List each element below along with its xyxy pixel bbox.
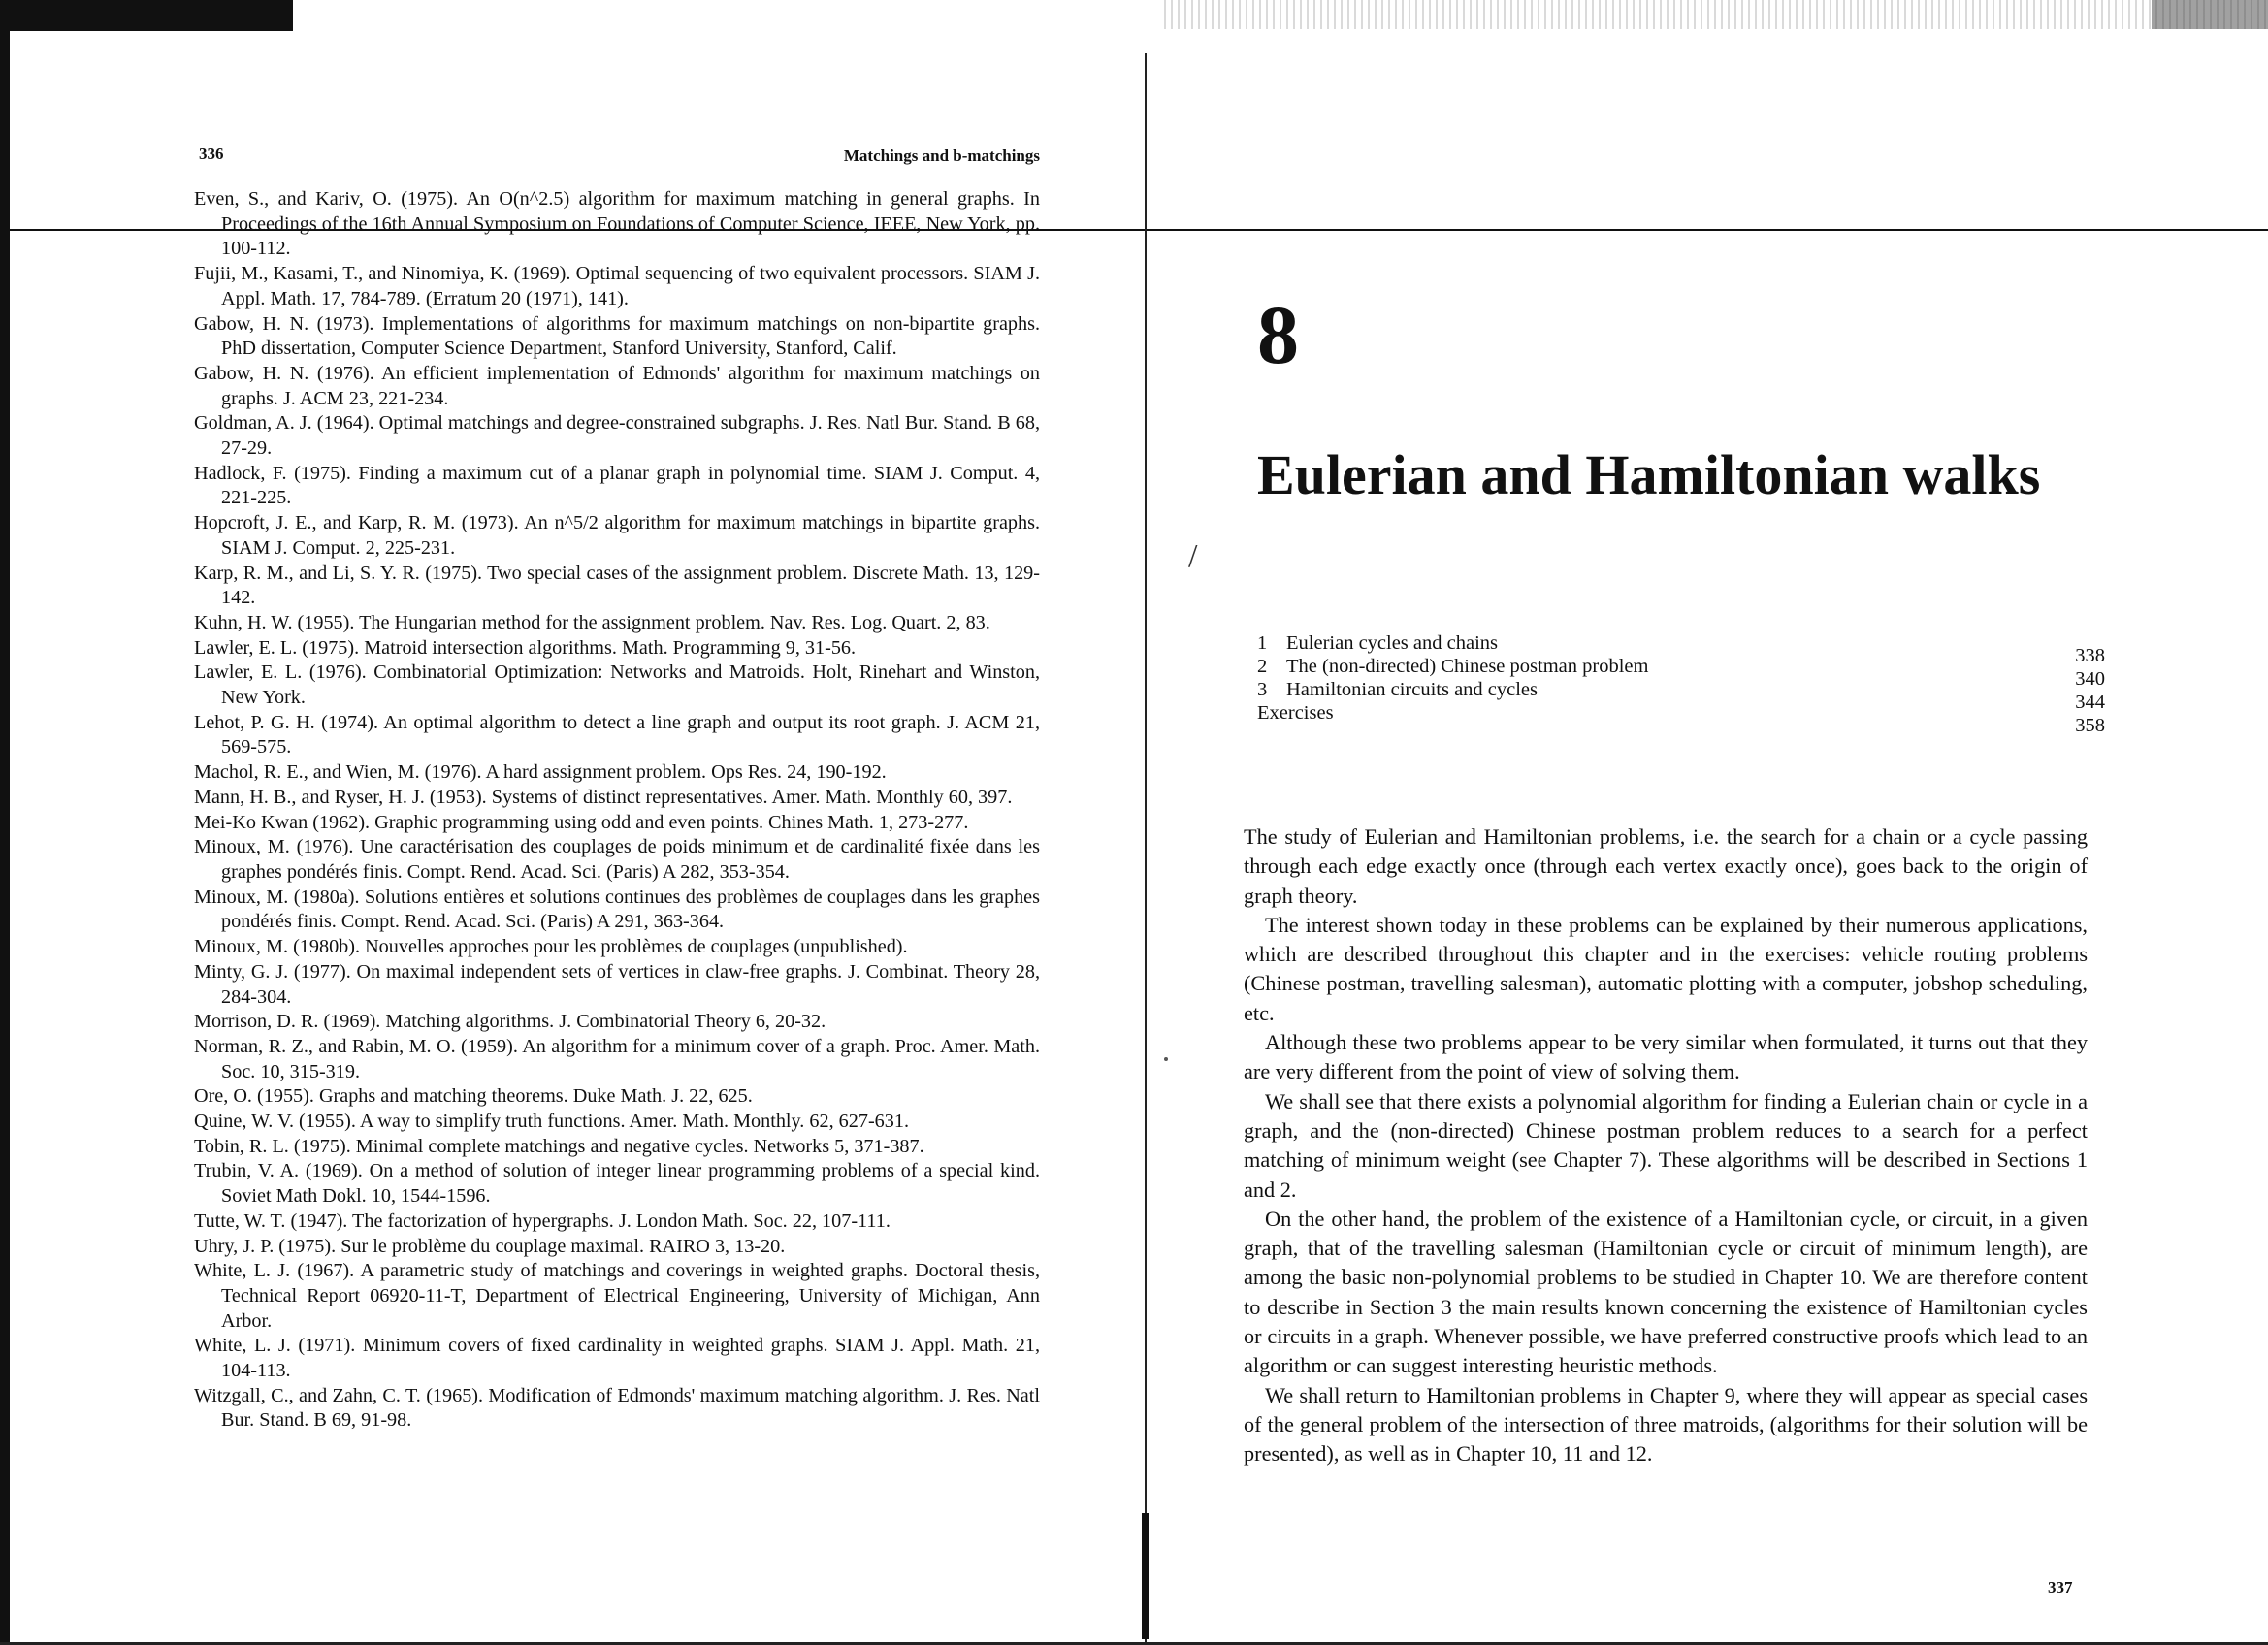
chapter-body <box>1244 822 2088 1469</box>
toc-section-title: The (non-directed) Chinese postman problem <box>1286 656 1649 677</box>
reference-entry: Lawler, E. L. (1975). Matroid intersection algorithms. Math. Programming 9, 31-56. <box>194 636 857 659</box>
reference-entry: Mann, H. B., and Ryser, H. J. (1953). Systems of distinct representatives. Amer. Math. Monthly 60, 397. <box>194 786 1013 808</box>
body-paragraph: Although these two problems appear to be very similar when formulated, it turns out that they are very different from the point of view of solving them. <box>1244 1030 2088 1084</box>
reference-entry: White, L. J. (1971). Minimum covers of fixed cardinality in weighted graphs. SIAM J. Appl. Math. 21, 104-113. <box>194 1335 1040 1382</box>
reference-entry: Minoux, M. (1980a). Solutions entières et solutions continues des problèmes de couplages dans les graphes pondérés finis. Compt. Rend. Acad. Sci. (Paris) A 291, 363-364. <box>194 886 1040 933</box>
reference-entry: Minoux, M. (1980b). Nouvelles approches pour les problèmes de couplages (unpublished). <box>194 936 908 958</box>
toc-page-number: 344 <box>2075 692 2105 713</box>
body-paragraph: On the other hand, the problem of the existence of a Hamiltonian cycle, or circuit, in a given graph, that of the travelling salesman (Hamiltonian cycle or circuit of minimum length), are among the basic non-polynomial problems to be studied in Chapter 10. We are therefore content to describe in Section 3 the main results known concerning the existence of Hamiltonian cycles or circuits in a graph. Whenever possible, we have preferred constructive proofs which lead to an algorithm or can suggest interesting heuristic methods. <box>1244 1206 2088 1378</box>
scan-border-left <box>0 29 10 1645</box>
toc-page-number: 358 <box>2075 715 2105 736</box>
reference-entry: Witzgall, C., and Zahn, C. T. (1965). Modification of Edmonds' maximum matching algorithm. J. Res. Natl Bur. Stand. B 69, 91-98. <box>194 1384 1040 1432</box>
reference-entry: Lawler, E. L. (1976). Combinatorial Optimization: Networks and Matroids. Holt, Rinehart and Winston, New York. <box>194 661 1040 709</box>
reference-list <box>194 187 1040 1434</box>
toc-section-number: 1 <box>1257 632 1268 654</box>
pencil-mark: / <box>1188 538 1198 574</box>
chapter-contents <box>1253 631 2105 736</box>
reference-entry: Mei-Ko Kwan (1962). Graphic programming using odd and even points. Chines Math. 1, 273-277. <box>194 811 969 833</box>
chapter-number: 8 <box>1257 288 1299 381</box>
reference-entry: Machol, R. E., and Wien, M. (1976). A hard assignment problem. Ops Res. 24, 190-192. <box>194 761 887 784</box>
reference-entry: Goldman, A. J. (1964). Optimal matchings and degree-constrained subgraphs. J. Res. Natl Bur. Stand. B 68, 27-29. <box>194 412 1040 460</box>
running-head <box>194 136 1040 175</box>
reference-entry: Minty, G. J. (1977). On maximal independent sets of vertices in claw-free graphs. J. Combinat. Theory 28, 284-304. <box>194 960 1040 1008</box>
page-number-right: 337 <box>2048 1578 2073 1597</box>
toc-section-title: Exercises <box>1257 702 1334 724</box>
reference-entry: Tutte, W. T. (1947). The factorization of hypergraphs. J. London Math. Soc. 22, 107-111. <box>194 1210 891 1232</box>
body-paragraph: The study of Eulerian and Hamiltonian problems, i.e. the search for a chain or a cycle passing through each edge exactly once (through each vertex exactly once), goes back to the origin of graph theory. <box>1244 824 2088 908</box>
reference-entry: White, L. J. (1967). A parametric study of matchings and coverings in weighted graphs. Doctoral thesis, Technical Report 06920-11-T, Department of Electrical Engineering, University of Michigan, Ann Arbor. <box>194 1260 1040 1332</box>
reference-entry: Gabow, H. N. (1973). Implementations of algorithms for maximum matchings on non-bipartite graphs. PhD dissertation, Computer Science Department, Stanford University, Stanford, Calif. <box>194 312 1040 360</box>
body-paragraph: We shall return to Hamiltonian problems in Chapter 9, where they will appear as special cases of the general problem of the intersection of three matroids, (algorithms for their solution will be presented), as well as in Chapter 10, 11 and 12. <box>1244 1382 2088 1467</box>
body-paragraph: The interest shown today in these problems can be explained by their numerous applications, which are described throughout this chapter and in the exercises: vehicle routing problems (Chinese postman, travelling salesman), automatic plotting with a computer, jobshop scheduling, etc. <box>1244 912 2088 1025</box>
chapter-title: Eulerian and Hamiltonian walks <box>1257 443 2041 506</box>
scan-corner-shadow <box>2152 0 2268 29</box>
toc-section-title: Hamiltonian circuits and cycles <box>1286 679 1539 700</box>
toc-page-number: 340 <box>2075 668 2105 690</box>
reference-entry: Minoux, M. (1976). Une caractérisation des couplages de poids minimum et de cardinalité fixée dans les graphes pondérés finis. Compt. Rend. Acad. Sci. (Paris) A 282, 353-354. <box>194 836 1040 883</box>
reference-entry: Karp, R. M., and Li, S. Y. R. (1975). Two special cases of the assignment problem. Discrete Math. 13, 129-142. <box>194 562 1040 609</box>
reference-entry: Trubin, V. A. (1969). On a method of solution of integer linear programming problems of a special kind. Soviet Math Dokl. 10, 1544-1596. <box>194 1160 1040 1208</box>
running-title: Matchings and b-matchings <box>843 146 1040 165</box>
reference-entry: Even, S., and Kariv, O. (1975). An O(n^2.5) algorithm for maximum matching in general graphs. In Proceedings of the 16th Annual Symposium on Foundations of Computer Science, IEEE, New York, pp. 100-112. <box>194 188 1040 260</box>
toc-section-number: 2 <box>1257 656 1268 677</box>
reference-entry: Uhry, J. P. (1975). Sur le problème du couplage maximal. RAIRO 3, 13-20. <box>194 1235 786 1257</box>
reference-entry: Lehot, P. G. H. (1974). An optimal algorithm to detect a line graph and output its root graph. J. ACM 21, 569-575. <box>194 711 1040 758</box>
toc-row <box>1253 631 2105 666</box>
reference-entry: Morrison, D. R. (1969). Matching algorithms. J. Combinatorial Theory 6, 20-32. <box>194 1011 826 1033</box>
reference-entry: Hopcroft, J. E., and Karp, R. M. (1973). An n^5/2 algorithm for maximum matchings in bipartite graphs. SIAM J. Comput. 2, 225-231. <box>194 512 1040 559</box>
page-number-left: 336 <box>199 145 224 163</box>
reference-entry: Norman, R. Z., and Rabin, M. O. (1959). An algorithm for a minimum cover of a graph. Proc. Amer. Math. Soc. 10, 315-319. <box>194 1035 1040 1082</box>
reference-entry: Gabow, H. N. (1976). An efficient implementation of Edmonds' algorithm for maximum matchings on graphs. J. ACM 23, 221-234. <box>194 362 1040 409</box>
toc-section-title: Eulerian cycles and chains <box>1286 632 1499 654</box>
reference-entry: Tobin, R. L. (1975). Minimal complete matchings and negative cycles. Networks 5, 371-387. <box>194 1135 924 1157</box>
body-paragraph: We shall see that there exists a polynomial algorithm for finding a Eulerian chain or cycle in a graph, and the (non-directed) Chinese postman problem reduces to a search for a perfect matching of minimum weight (see Chapter 7). These algorithms will be described in Sections 1 and 2. <box>1244 1088 2088 1202</box>
reference-entry: Kuhn, H. W. (1955). The Hungarian method for the assignment problem. Nav. Res. Log. Quart. 2, 83. <box>194 611 990 633</box>
book-gutter <box>1145 53 1147 1645</box>
left-page <box>194 136 1040 1432</box>
toc-row <box>1253 701 2105 736</box>
reference-entry: Ore, O. (1955). Graphs and matching theorems. Duke Math. J. 22, 625. <box>194 1085 753 1108</box>
reference-entry: Quine, W. V. (1955). A way to simplify truth functions. Amer. Math. Monthly. 62, 627-631. <box>194 1111 910 1133</box>
scan-border-top <box>0 0 293 31</box>
right-page <box>1244 0 2105 1645</box>
reference-entry: Fujii, M., Kasami, T., and Ninomiya, K. (1969). Optimal sequencing of two equivalent processors. SIAM J. Appl. Math. 17, 784-789. (Erratum 20 (1971), 141). <box>194 263 1040 309</box>
reference-entry: Hadlock, F. (1975). Finding a maximum cut of a planar graph in polynomial time. SIAM J. Comput. 4, 221-225. <box>194 462 1040 509</box>
toc-page-number: 338 <box>2075 645 2105 666</box>
toc-section-number: 3 <box>1257 679 1268 700</box>
scan-dot <box>1164 1057 1168 1061</box>
book-gutter-shadow <box>1142 1513 1149 1639</box>
